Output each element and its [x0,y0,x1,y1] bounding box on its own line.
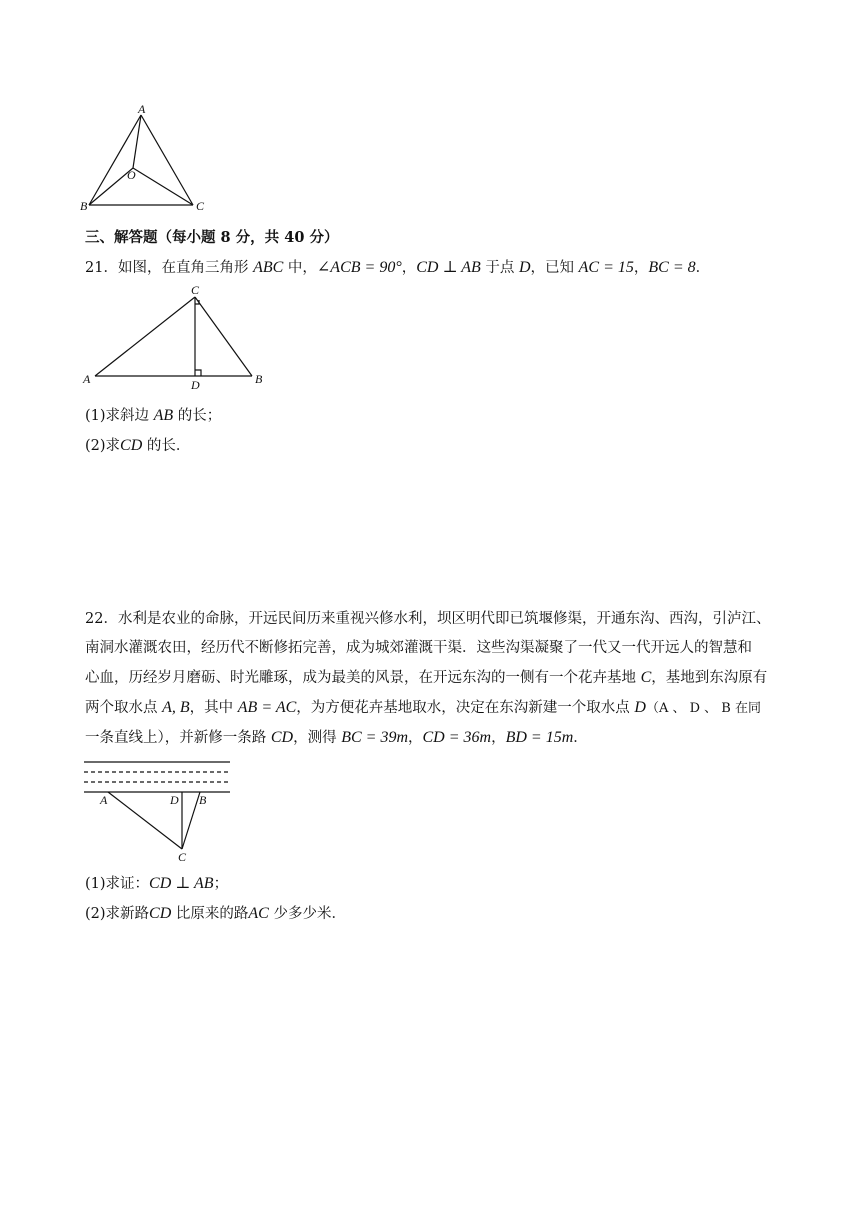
q21-triangle: ABC [253,259,284,276]
q22-line3 [85,663,785,693]
q21-part2-var: CD [120,437,143,454]
q21-label-A: A [83,372,91,386]
q22-label-C: C [178,850,187,864]
q21-part2 [85,434,190,455]
q22-line5-bd: BD = 15m [505,729,574,746]
q22-part2-text: (2)求新路 [85,906,150,922]
q22-line1-text: 水利是农业的命脉，开远民间历来重视兴修水利，坝区明代即已筑堰修渠，开通东沟、西沟，引泸江、 [117,611,771,627]
q22-line3-text: 心血，历经岁月磨砺、时光雕琢，成为最美的风景，在开远东沟的一侧有一个花卉基地 [85,670,641,686]
q22-line5-cd2: CD = 36m [422,729,492,746]
q21-angle: ∠ACB = 90° [316,259,402,276]
q22-line5-bc: BC = 39m [341,729,408,746]
q22-line5-mid: ，测得 [293,730,342,746]
q22-part2 [85,902,346,923]
q22-label-A: A [100,793,108,807]
figure-q21-right-triangle [78,282,278,392]
q22-line1 [85,605,785,634]
q22-line4-paren: （A 、 D 、 B 在同 [645,701,761,716]
q21-text: 如图，在直角三角形 [117,260,254,276]
q21-text-mid1: 中， [283,260,317,276]
q22-part1-expr: CD ⊥ AB [149,875,214,892]
q22-part2-ac: AC [248,905,269,922]
q22-part1-text: (1)求证： [85,876,150,892]
q22-line3-suffix: ，基地到东沟原有 [651,670,768,686]
q22-line5-text: 一条直线上），并新修一条路 [85,730,271,746]
q22-stem [85,605,785,753]
label-O: O [127,168,136,182]
q22-part1-suffix: ； [213,876,229,892]
q22-line5-cd: CD [270,729,294,746]
q22-label-B: B [199,793,207,807]
label-B: B [80,199,88,213]
q22-line5-end: ． [573,730,588,746]
q21-bc: BC = 8 [648,259,696,276]
q22-line4-d: D [634,699,646,716]
q22-line5-sep1: ， [408,730,423,746]
q21-part1-var: AB [153,407,174,424]
q22-part2-cd: CD [149,905,172,922]
q22-line5 [85,723,785,753]
q21-part1-text: (1)求斜边 [85,408,154,424]
q22-line2-text: 南洞水灌溉农田，经历代不断修拓完善，成为城郊灌溉干渠．这些沟渠凝聚了一代又一代开远人的智慧和 [85,640,752,656]
label-A: A [138,102,146,116]
q21-text-mid3: 于点 [480,260,519,276]
q22-line4-mid: ，其中 [189,700,238,716]
q21-ac: AC = 15 [578,259,634,276]
q22-line4-text: 两个取水点 [85,700,163,716]
q21-label-D: D [191,378,200,392]
q22-part2-mid: 比原来的路 [171,906,249,922]
q22-line4-mid2: ，为方便花卉基地取水，决定在东沟新建一个取水点 [296,700,635,716]
q21-part1-suffix: 的长； [173,408,222,424]
q22-part1 [85,872,228,893]
section-heading: 三、解答题（每小题 8 分，共 40 分） [85,229,339,246]
q22-line2 [85,634,785,663]
q22-label-D: D [170,793,179,807]
q22-line4-eq: AB = AC [237,699,297,716]
q21-label-B: B [255,372,263,386]
q21-perp: CD ⊥ AB [416,259,481,276]
q22-line5-sep2: ， [491,730,506,746]
q21-point-d: D [518,259,531,276]
q21-text-mid5: ， [633,260,649,276]
label-C: C [196,199,205,213]
figure-triangle-abo [78,100,218,218]
q22-line3-var: C [640,669,652,686]
q22-part2-suffix: 少多少米． [268,906,346,922]
q22-line4-points: A, B [162,699,190,716]
q21-number: 21． [85,260,118,276]
q22-number: 22． [85,611,118,627]
q21-label-C: C [191,283,200,297]
q21-stem [85,256,710,277]
q21-part1 [85,404,221,425]
q22-line4 [85,693,785,723]
q21-text-mid4: ，已知 [530,260,579,276]
q21-text-end: ． [695,260,711,276]
q21-text-mid2: ， [401,260,417,276]
figure-q22-canal [78,755,248,867]
q21-part2-text: (2)求 [85,438,121,454]
q21-part2-suffix: 的长． [142,438,191,454]
